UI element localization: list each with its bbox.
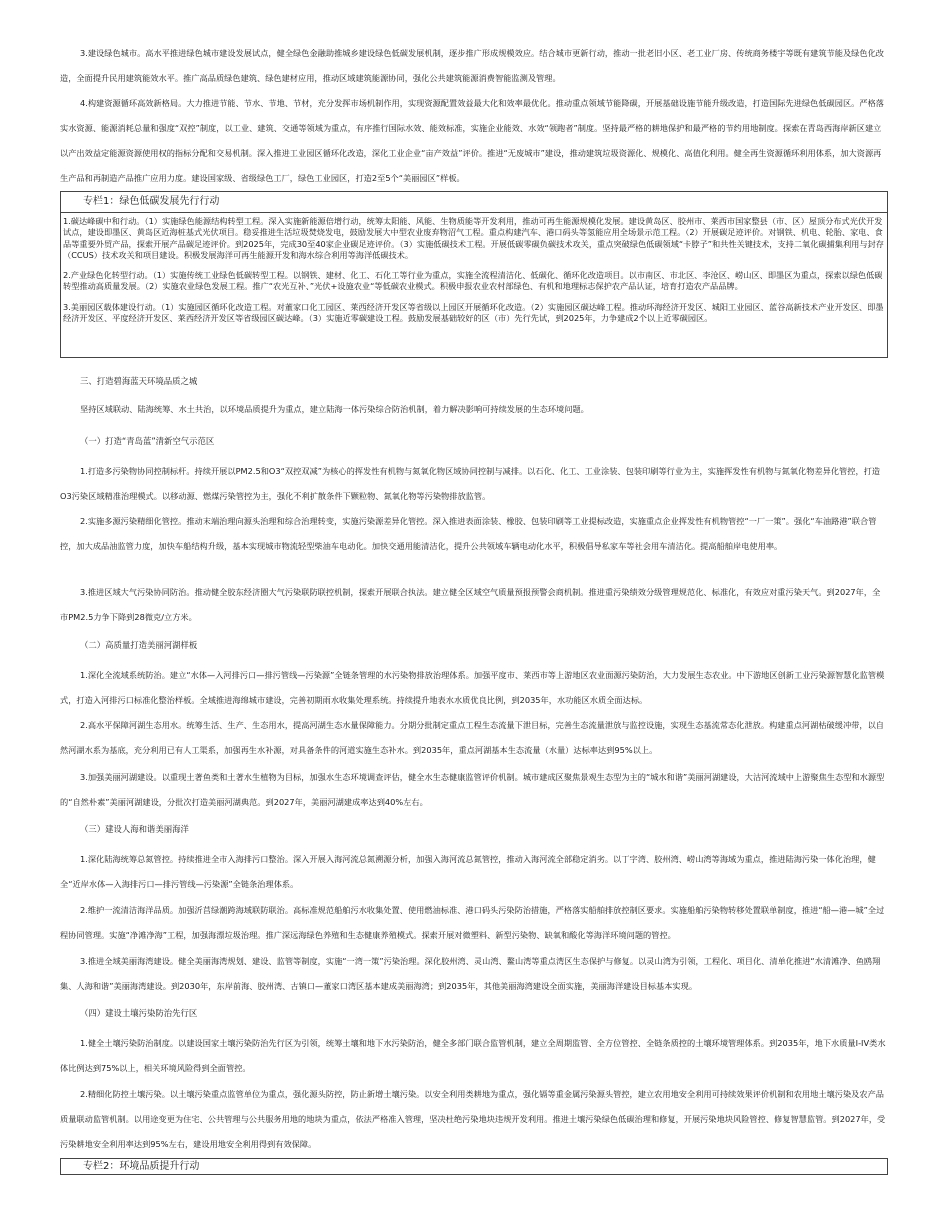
sub1-paragraph: 1.打造多污染物协同控制标杆。持续开展以PM2.5和O3“双控双减”为核心的挥发性有机物与氮氧化物区域协同控制与减排。以石化、化工、工业涂装、包装印刷等行业为主，实施挥发性有机物与氮氧化物差异化管控，打造O3污染区域精准治理模式。以移动源、燃煤污染管控为主，强化不利扩散条件下颗粒物、氮氧化物等污染物排放监管。 — [60, 466, 881, 501]
sub3-paragraph: 2.维护一流清洁海洋品质。加强沂莒绿潮跨海域联防联治。高标准规范船舶污水收集处置、使用燃油标准、港口码头污染防治措施，严格落实船舶排放控制区要求。实施船舶污染物转移处置联单制度，推进“船—港—城”全过程协同管理。实施“净滩净海”工程，加强海漂垃圾治理。推广深远海绿色养殖和生态健康养殖模式。探索开展对微塑料、新型污染物、缺氧和酸化等海洋环境问题的管控。 — [60, 905, 885, 940]
subsection1-heading: （一）打造“青岛蓝”清新空气示范区 — [80, 436, 215, 446]
sub2-paragraph: 3.加强美丽河湖建设。以重现土著鱼类和土著水生植物为目标，加强水生态环境调查评估，健全水生态健康监管评价机制。城市建成区聚焦景观生态型为主的“城水和谐”美丽河湖建设，大沽河流域中上游聚焦生态型和水源型的“自然朴素”美丽河湖建设，分批次打造美丽河湖典范。到2027年，美丽河湖建成率达到40%左右。 — [60, 772, 885, 807]
subsection3-heading: （三）建设人海和谐美丽海洋 — [80, 824, 189, 834]
sub4-paragraph: 1.健全土壤污染防治制度。以建设国家土壤污染防治先行区为引领，统筹土壤和地下水污染防治，健全多部门联合监管机制，建立全周期监管、全方位管控、全链条质控的土壤环境管理体系。到2035年，地下水质量I-IV类水体比例达到75%以上，相关环境风险得到全面管控。 — [60, 1038, 886, 1073]
sub3-paragraph: 1.深化陆海统筹总氮管控。持续推进全市入海排污口整治。深入开展入海河流总氮溯源分析，加强入海河流总氮管控，推动入海河流全部稳定消劣。以丁字湾、胶州湾、崂山湾等海域为重点，推进陆海污染一体化治理，健全“近岸水体—入海排污口—排污管线—污染源”全链条治理体系。 — [60, 854, 876, 889]
sub2-paragraph: 2.高水平保障河湖生态用水。统筹生活、生产、生态用水，提高河湖生态水量保障能力。分期分批制定重点工程生态流量下泄目标，完善生态流量泄放与监控设施，实现生态基流常态化泄放。构建重点河湖枯破缓冲带，以自然河湖水系为基底，充分利用已有人工渠系，加强再生水补源，对具备条件的河道实施生态补水。到2035年，重点河湖基本生态流量（水量）达标率达到95%以上。 — [60, 720, 884, 755]
subsection2-heading: （二）高质量打造美丽河湖样板 — [80, 640, 198, 650]
box2-title-text: 专栏2：环境品质提升行动 — [83, 1161, 200, 1172]
sub2-paragraph: 1.深化全流域系统防治。建立“水体—入河排污口—排污管线—污染源”全链条管理的水污染物排放治理体系。加强平度市、莱西市等上游地区农业面源污染防治，大力发展生态农业。中下游地区创新工业污染源智慧化监管模式，打造入河排污口标准化整治样板。全域推进海绵城市建设，完善初期雨水收集处理系统。持续提升地表水水质优良比例，到2035年，水功能区水质全面达标。 — [60, 670, 885, 705]
sub1-paragraph: 2.实施多源污染精细化管控。推动末端治理向源头治理和综合治理转变，实施污染源差异化管控。深入推进表面涂装、橡胶、包装印刷等工业提标改造，实施重点企业挥发性有机物管控“一厂一策”。强化“车油路港”联合管控，加大成品油监管力度，加快车船结构升级，基本实现城市物流轻型柴油车电动化。加快交通用能清洁化，提升公共领域车辆电动化水平，积极倡导私家车等社会用车清洁化。提高船舶岸电使用率。 — [60, 516, 877, 551]
box1-item: 3.美丽园区载体建设行动。（1）实施园区循环化改造工程。对董家口化工园区、莱西经济开发区等省级以上园区开展循环化改造。（2）实施园区碳达峰工程。推动环海经济开发区、城阳工业园区、蓝谷高新技术产业开发区、即墨经济开发区、平度经济开发区、莱西经济开发区等省级园区碳达峰。（3）实施近零碳建设工程。鼓励发展基础较好的区（市）先行先试，到2025年，力争建成2个以上近零碳园区。 — [63, 301, 884, 324]
section3-intro: 坚持区域联动、陆海统筹、水土共治，以环境品质提升为重点，建立陆海一体污染综合防治机制，着力解决影响可持续发展的生态环境问题。 — [80, 404, 589, 414]
paragraph-resource-cycle: 4.构建资源循环高效新格局。大力推进节能、节水、节地、节材，充分发挥市场机制作用，实现资源配置效益最大化和效率最优化。推动重点领域节能降碳，开展基础设施节能升级改造，打造国际先进绿色低碳园区。严格落实水资源、能源消耗总量和强度“双控”制度，以工业、建筑、交通等领域为重点，有序推行国际水效、能效标准，实施企业能效、水效“领跑者”制度。坚持最严格的耕地保护和最严格的节约用地制度。探索在青岛西海岸新区建立以产出效益定能源资源使用权的指标分配和交易机制。深入推进工业园区循环化改造，深化工业企业“亩产效益”评价。推进“无废城市”建设，推动建筑垃圾资源化、规模化、高值化利用。健全再生资源循环利用体系，加大资源再生产品和再制造产品推广应用力度。建设国家级、省级绿色工厂，绿色工业园区，打造2至5个“美丽园区”样板。 — [60, 98, 884, 183]
section3-heading: 三、打造碧海蓝天环境品质之城 — [80, 376, 198, 386]
box1-title — [60, 191, 888, 213]
box1-title-text: 专栏1：绿色低碳发展先行行动 — [83, 196, 220, 207]
sub3-paragraph: 3.推进全域美丽海湾建设。健全美丽海湾规划、建设、监管等制度，实施“一湾一策”污染治理。深化胶州湾、灵山湾、鳌山湾等重点湾区生态保护与修复。以灵山湾为引领，工程化、项目化、清单化推进“水清滩净、鱼鸥翔集、人海和谐”美丽海湾建设。到2030年，东岸前海、胶州湾、古镇口—董家口湾区基本建成美丽海湾；到2035年，其他美丽海湾建设全面实施，美丽海洋建设目标基本实现。 — [60, 956, 881, 991]
box1-item: 2.产业绿色化转型行动。（1）实施传统工业绿色低碳转型工程。以钢铁、建材、化工、石化工等行业为重点，实施全流程清洁化、低碳化、循环化改造项目。以市南区、市北区、李沧区、崂山区、即墨区为重点，探索以绿色低碳转型推动高质量发展。（2）实施农业绿色发展工程。推广“农光互补、”光伏+设施农业“等低碳农业模式。积极申报农业农村部绿色、有机和地理标志保护农产品认证，培育打造农产品品牌。 — [63, 270, 883, 292]
box1-body — [60, 213, 888, 358]
box2-title — [60, 1158, 888, 1175]
subsection4-heading: （四）建设土壤污染防治先行区 — [80, 1008, 198, 1018]
box1-item: 1.碳达峰碳中和行动。（1）实施绿色能源结构转型工程。深入实施新能源倍增行动，统筹太阳能、风能、生物质能等开发利用，推动可再生能源规模化发展。建设黄岛区、胶州市、莱西市国家整县（市、区）屋顶分布式光伏开发试点，建设即墨区、黄岛区近海桩基式光伏项目。稳妥推进生活垃圾焚烧发电，鼓励发展大中型农业废弃物沼气工程。重点构建汽车、港口码头等氢能应用全场景示范工程。（2）开展碳足迹评价。对钢铁、机电、轮胎、家电、食品等重要外贸产品，探索开展产品碳足迹评价。到2025年，完成30至40家企业碳足迹评价。（3）实施低碳技术工程。开展低碳零碳负碳技术攻关，重点突破绿色低碳领域“卡脖子”和共性关键技术，支持二氧化碳捕集利用与封存（CCUS）技术攻关和项目建设。积极发展海洋可再生能源开发和海水综合利用等海洋低碳技术。 — [63, 216, 884, 260]
paragraph-green-city: 3.建设绿色城市。高水平推进绿色城市建设发展试点，健全绿色金融助推城乡建设绿色低碳发展机制，逐步推广形成规模效应。结合城市更新行动，推动一批老旧小区、老工业厂房、传统商务楼宇等既有建筑节能及绿色化改造，全面提升民用建筑能效水平。推广高品质绿色建筑、绿色建材应用，推动区域建筑能源协同，强化公共建筑能源消费智能监测及管理。 — [60, 48, 884, 83]
sub1-paragraph: 3.推进区域大气污染协同防治。推动健全胶东经济圈大气污染联防联控机制，探索开展联合执法。建立健全区域空气质量预报预警会商机制。推进重污染绩效分级管理规范化、标准化，有效应对重污染天气。到2027年，全市PM2.5力争下降到28微克/立方米。 — [60, 587, 881, 622]
sub4-paragraph: 2.精细化防控土壤污染。以土壤污染重点监管单位为重点，强化源头防控，防止新增土壤污染。以安全利用类耕地为重点，强化镉等重金属污染源头管控，建立农用地安全利用可持续效果评价机制和农用地土壤污染及农产品质量联动监管机制。以用途变更为住宅、公共管理与公共服务用地的地块为重点，依法严格准入管理，坚决杜绝污染地块违规开发利用。推进土壤污染绿色低碳治理和修复，开展污染地块风险管控、修复智慧监管。到2027年，受污染耕地安全利用率达到95%左右，建设用地安全利用得到有效保障。 — [60, 1089, 886, 1149]
